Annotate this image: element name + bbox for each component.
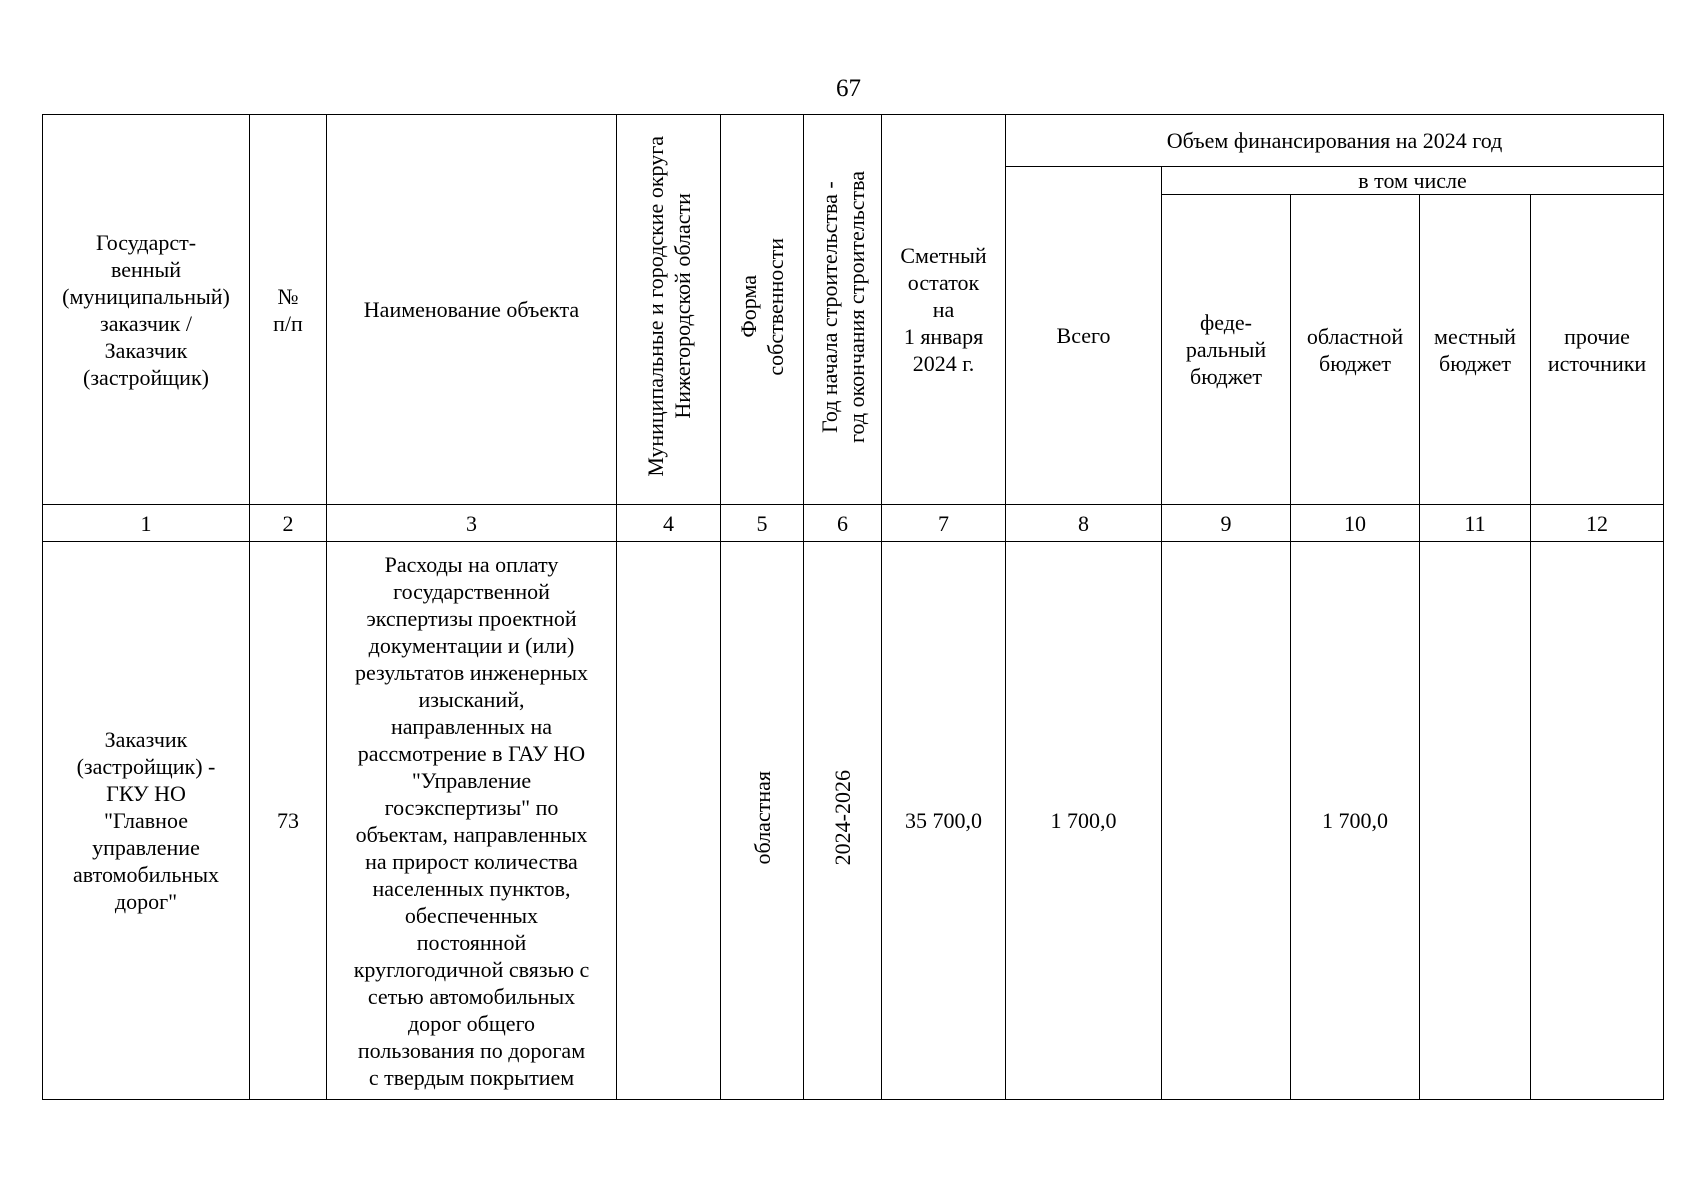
row-customer: Заказчик (застройщик) - ГКУ НО "Главное управление автомобильных дорог" xyxy=(43,542,250,1100)
header-total: Всего xyxy=(1006,167,1162,505)
row-number: 73 xyxy=(250,542,327,1100)
header-municipality-text: Муниципальные и городские округа Нижегородской области xyxy=(642,136,695,477)
row-federal xyxy=(1162,542,1291,1100)
header-years xyxy=(804,115,882,505)
row-regional: 1 700,0 xyxy=(1291,542,1420,1100)
header-object-name: Наименование объекта xyxy=(327,115,617,505)
page-number: 67 xyxy=(836,75,861,102)
financing-table xyxy=(42,114,1664,1100)
column-number: 1 xyxy=(43,505,250,542)
header-local: местный бюджет xyxy=(1420,195,1531,505)
header-ownership xyxy=(721,115,804,505)
row-object-name: Расходы на оплату государственной экспертизы проектной документации и (или) результатов инженерных изысканий, направленных на рассмотрение в ГАУ НО "Управление госэкспертизы" по объектам, направленных на прирост количества населенных пунктов, обеспеченных постоянной круглогодичной связью с сетью автомобильных дорог общего пользования по дорогам с твердым покрытием xyxy=(327,542,617,1100)
column-number: 5 xyxy=(721,505,804,542)
row-years-text: 2024-2026 xyxy=(830,769,855,866)
header-federal: феде- ральный бюджет xyxy=(1162,195,1291,505)
row-ownership xyxy=(721,542,804,1100)
column-number: 8 xyxy=(1006,505,1162,542)
header-financing: Объем финансирования на 2024 год xyxy=(1006,115,1664,167)
header-other: прочие источники xyxy=(1531,195,1664,505)
header-regional: областной бюджет xyxy=(1291,195,1420,505)
column-number: 10 xyxy=(1291,505,1420,542)
column-number: 3 xyxy=(327,505,617,542)
table-row xyxy=(43,542,1664,1100)
column-number: 12 xyxy=(1531,505,1664,542)
column-number: 4 xyxy=(617,505,721,542)
row-ownership-text: областная xyxy=(749,770,775,865)
row-municipality xyxy=(617,542,721,1100)
header-years-text: Год начала строительства - год окончания строительства xyxy=(816,170,869,443)
column-number-row xyxy=(43,505,1664,542)
column-number: 6 xyxy=(804,505,882,542)
header-remaining: Сметный остаток на 1 января 2024 г. xyxy=(882,115,1006,505)
row-total: 1 700,0 xyxy=(1006,542,1162,1100)
column-number: 11 xyxy=(1420,505,1531,542)
header-including: в том числе xyxy=(1162,167,1664,195)
header-number: № п/п xyxy=(250,115,327,505)
column-number: 7 xyxy=(882,505,1006,542)
header-customer: Государст- венный (муниципальный) заказчик / Заказчик (застройщик) xyxy=(43,115,250,505)
row-years xyxy=(804,542,882,1100)
row-local xyxy=(1420,542,1531,1100)
row-other xyxy=(1531,542,1664,1100)
row-remaining: 35 700,0 xyxy=(882,542,1006,1100)
column-number: 9 xyxy=(1162,505,1291,542)
header-row-1 xyxy=(43,115,1664,167)
header-municipality xyxy=(617,115,721,505)
column-number: 2 xyxy=(250,505,327,542)
header-ownership-text: Форма собственности xyxy=(736,237,788,376)
